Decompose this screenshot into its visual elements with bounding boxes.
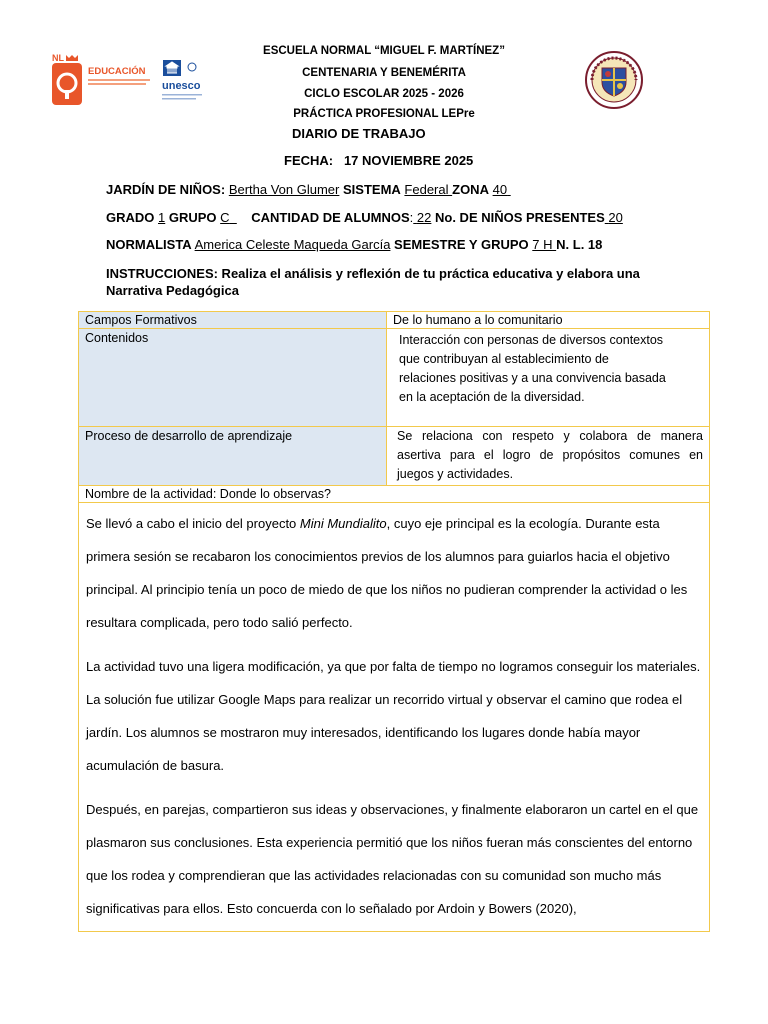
narrative-paragraph-2: La actividad tuvo una ligera modificación, ya que por falta de tiempo no logramos conseguir los materiales. La solución fue utilizar Google Maps para realizar un recorrido virtual y observar el camino que rodea el jardín. Los alumnos se mostraron muy interesados, identificando los lugares donde había mayor acumulación de basura. (86, 659, 701, 773)
zona-label: ZONA (452, 182, 489, 197)
zona-value: 40 (492, 182, 508, 197)
nl-number: N. L. 18 (556, 237, 603, 252)
school-name: ESCUELA NORMAL “MIGUEL F. MARTÍNEZ” (263, 45, 505, 57)
school-seal-logo (584, 50, 644, 110)
document-title: DIARIO DE TRABAJO (292, 126, 426, 141)
normalista-value: America Celeste Maqueda García (194, 237, 391, 252)
date-label: FECHA: (284, 153, 334, 168)
project-name: Mini Mundialito (299, 516, 387, 531)
student-teacher-line (106, 237, 602, 252)
campos-value: De lo humano a lo comunitario (393, 313, 563, 327)
pedagogical-narrative (79, 503, 709, 931)
date-line (284, 153, 473, 168)
narrative-paragraph-1 (86, 507, 702, 639)
practice-title: PRÁCTICA PROFESIONAL LEPre (293, 108, 475, 120)
jardin-label: JARDÍN DE NIÑOS: (106, 182, 226, 197)
grupo-value: C (220, 210, 230, 225)
date-value: 17 NOVIEMBRE 2025 (343, 153, 474, 168)
presentes-label: No. DE NIÑOS PRESENTES (435, 210, 605, 225)
nl-logo-text: NL (52, 53, 64, 63)
semestre-label: SEMESTRE Y GRUPO (394, 237, 529, 252)
narrative-text: , cuyo eje principal es la ecología. Durante esta primera sesión se recabaron los conocimientos previos de los alumnos para guiarlos hacia el objetivo principal. Al principio tenía un poco de miedo de que los niños no pudieran comprender la actividad o les resultara complicada, pero todo salió perfecto. (86, 516, 688, 630)
grade-line: GRADO 1 GRUPO C CANTIDAD DE ALUMNOS: 22 No. DE NIÑOS PRESENTES 20 (106, 210, 623, 225)
sistema-label: SISTEMA (343, 182, 401, 197)
cantidad-label: CANTIDAD DE ALUMNOS (251, 210, 410, 225)
narrative-text: Se llevó a cabo el inicio del proyecto (86, 516, 300, 531)
contenidos-value: Interacción con personas de diversos contextos que contribuyan al establecimiento de relaciones positivas y a una convivencia basada en la aceptación de la diversidad. (399, 333, 666, 404)
journal-table (78, 311, 710, 932)
activity-name: Nombre de la actividad: Donde lo observas? (85, 487, 331, 501)
kindergarten-line (106, 182, 511, 197)
grupo-label: GRUPO (168, 210, 217, 225)
narrative-paragraph-3: Después, en parejas, compartieron sus ideas y observaciones, y finalmente elaboraron un cartel en el que plasmaron sus conclusiones. Esta experiencia permitió que los niños fueran más conscientes del entorno que los rodea y comprendieran que las actividades relacionadas con su comunidad son mucho más significativas para ellos. Esto concuerda con lo señalado por Ardoin y Bowers (2020), (86, 802, 699, 916)
table-row (79, 312, 709, 329)
sistema-value: Federal (404, 182, 449, 197)
proceso-value: Se relaciona con respeto y colabora de manera asertiva para el logro de propósitos comunes en juegos y actividades. (397, 429, 703, 481)
semestre-value: 7 H (532, 237, 553, 252)
contenidos-label: Contenidos (79, 329, 387, 426)
grado-value: 1 (158, 210, 166, 225)
presentes-value: 20 (608, 210, 623, 225)
instructions: INSTRUCCIONES: Realiza el análisis y reflexión de tu práctica educativa y elabora una Narrativa Pedagógica (106, 266, 640, 298)
table-row (79, 427, 709, 486)
proceso-label: Proceso de desarrollo de aprendizaje (79, 427, 387, 485)
jardin-value: Bertha Von Glumer (228, 182, 340, 197)
grado-label: GRADO (106, 210, 155, 225)
table-row (79, 329, 709, 427)
school-subtitle: CENTENARIA Y BENEMÉRITA (302, 67, 466, 79)
unesco-logo-text: unesco (162, 80, 201, 92)
normalista-label: NORMALISTA (106, 237, 192, 252)
school-cycle: CICLO ESCOLAR 2025 - 2026 (304, 88, 464, 100)
campos-label: Campos Formativos (79, 312, 387, 328)
cantidad-value: 22 (416, 210, 432, 225)
educacion-logo-text: EDUCACIÓN (88, 66, 146, 77)
table-row (79, 486, 709, 503)
